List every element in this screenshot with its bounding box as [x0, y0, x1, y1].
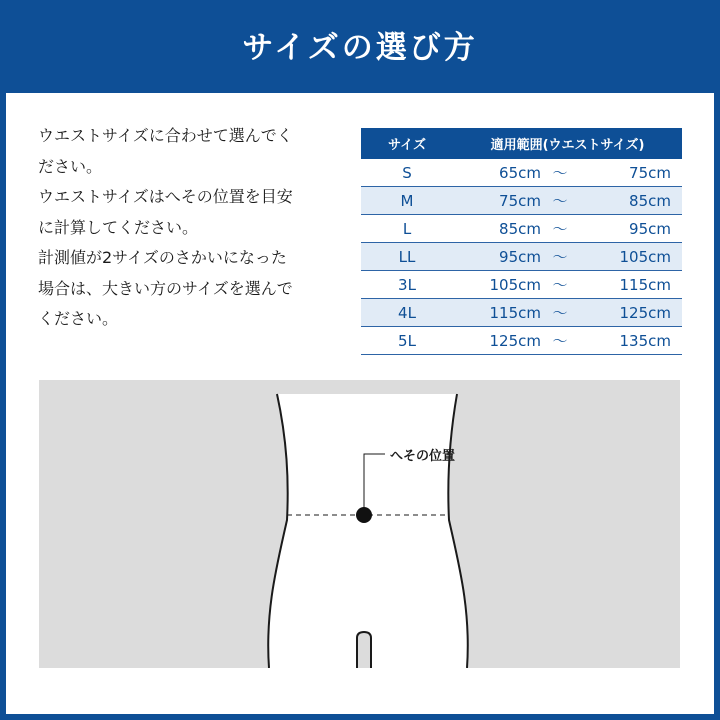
range-min: 115cm — [489, 303, 541, 322]
range-min: 105cm — [489, 275, 541, 294]
range-max: 75cm — [629, 163, 671, 182]
instruction-line: ウエストサイズはへその位置を目安 — [38, 187, 293, 206]
table-row — [361, 159, 682, 187]
size-cell: M — [361, 187, 453, 215]
range-tilde: 〜 — [552, 164, 568, 182]
range-max: 105cm — [619, 247, 671, 266]
table-row — [361, 327, 682, 355]
instructions-text — [38, 121, 338, 335]
instruction-line: ウエストサイズに合わせて選んでく — [38, 126, 293, 145]
range-max: 125cm — [619, 303, 671, 322]
size-cell: LL — [361, 243, 453, 271]
instruction-line: に計算してください。 — [38, 217, 199, 237]
range-tilde: 〜 — [552, 276, 568, 294]
navel-dot — [356, 507, 372, 523]
table-header-row — [361, 128, 682, 159]
instruction-line: 場合は、大きい方のサイズを選んで — [38, 278, 293, 298]
header-bar — [0, 0, 720, 93]
navel-label: へその位置 — [390, 449, 456, 464]
range-cell — [453, 187, 682, 215]
table-row — [361, 243, 682, 271]
range-cell — [453, 243, 682, 271]
table-row — [361, 299, 682, 327]
legs-gap-outline — [357, 632, 371, 668]
range-min: 65cm — [499, 163, 541, 182]
range-cell — [453, 299, 682, 327]
size-cell: L — [361, 215, 453, 243]
instruction-line: 計測値が2サイズのさかいになった — [38, 248, 287, 267]
range-tilde: 〜 — [552, 332, 568, 350]
range-max: 135cm — [619, 331, 671, 350]
range-cell — [453, 327, 682, 355]
table-row — [361, 271, 682, 299]
header-size: サイズ — [361, 128, 453, 159]
range-cell — [453, 271, 682, 299]
range-min: 75cm — [499, 191, 541, 210]
torso-outline-shape — [268, 394, 468, 668]
range-min: 95cm — [499, 247, 541, 266]
range-max: 85cm — [629, 191, 671, 210]
body-outline-drawing — [39, 380, 680, 668]
range-max: 115cm — [619, 275, 671, 294]
waist-illustration — [39, 380, 680, 668]
size-cell: S — [361, 159, 453, 187]
range-cell — [453, 159, 682, 187]
range-tilde: 〜 — [552, 220, 568, 238]
range-min: 85cm — [499, 219, 541, 238]
header-range: 適用範囲(ウエストサイズ) — [453, 128, 682, 159]
table-row — [361, 215, 682, 243]
instruction-line: ください。 — [38, 309, 119, 328]
size-cell: 5L — [361, 327, 453, 355]
page-title: サイズの選び方 — [242, 30, 478, 66]
range-tilde: 〜 — [552, 192, 568, 210]
size-cell: 3L — [361, 271, 453, 299]
instruction-line: ださい。 — [38, 156, 103, 176]
range-tilde: 〜 — [552, 248, 568, 266]
range-tilde: 〜 — [552, 304, 568, 322]
range-max: 95cm — [629, 219, 671, 238]
table-row — [361, 187, 682, 215]
size-cell: 4L — [361, 299, 453, 327]
range-cell — [453, 215, 682, 243]
size-table — [361, 128, 682, 355]
range-min: 125cm — [489, 331, 541, 350]
